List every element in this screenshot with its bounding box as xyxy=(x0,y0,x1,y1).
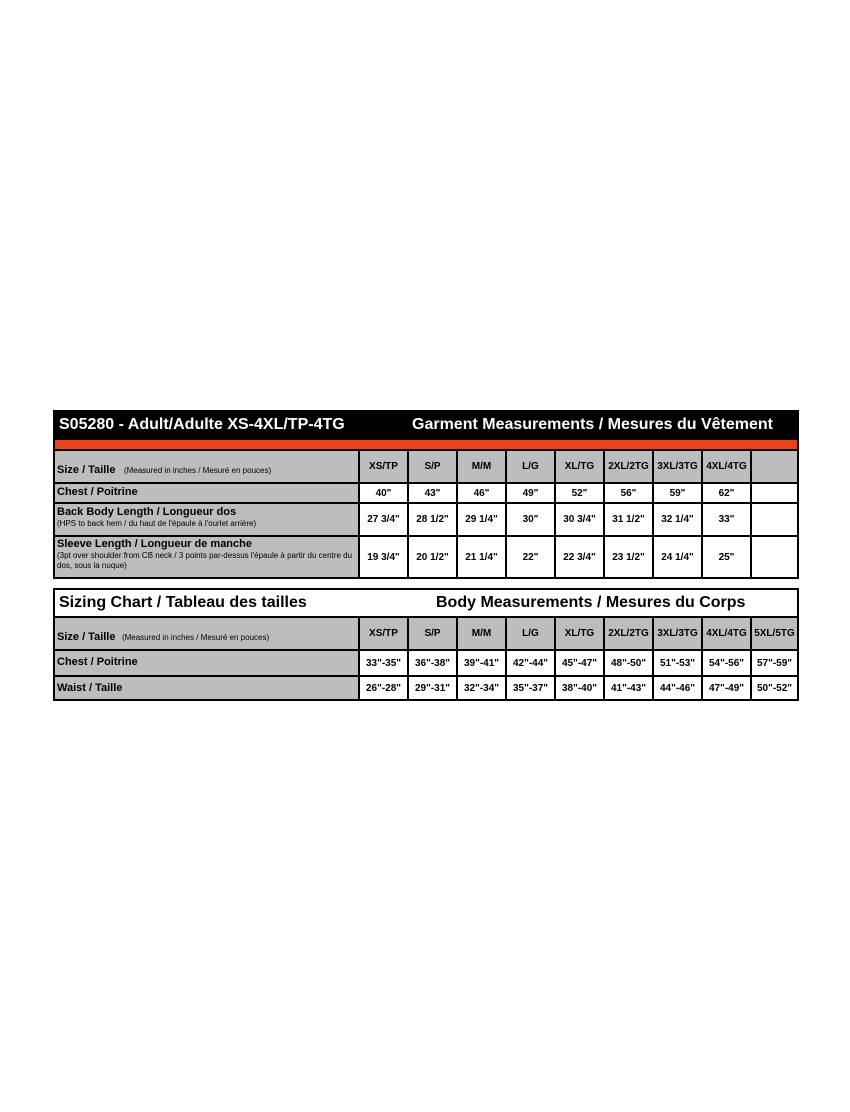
row-label: Waist / Taille xyxy=(57,682,123,694)
value-cell: 41"-43" xyxy=(605,677,654,699)
value-cell: 33" xyxy=(703,504,752,535)
size-header: 3XL/3TG xyxy=(654,618,703,649)
value-cell: 36"-38" xyxy=(409,651,458,675)
value-cell-empty xyxy=(752,537,797,577)
body-header-row xyxy=(55,616,797,649)
size-header: S/P xyxy=(409,618,458,649)
value-cell: 30 3/4" xyxy=(556,504,605,535)
value-cell: 48"-50" xyxy=(605,651,654,675)
row-label-cell xyxy=(55,484,360,502)
size-header: 5XL/5TG xyxy=(752,618,797,649)
value-cell: 62" xyxy=(703,484,752,502)
size-header: XS/TP xyxy=(360,451,409,482)
value-cell: 29 1/4" xyxy=(458,504,507,535)
value-cell: 54"-56" xyxy=(703,651,752,675)
size-header: XL/TG xyxy=(556,451,605,482)
value-cell: 33"-35" xyxy=(360,651,409,675)
size-header: M/M xyxy=(458,451,507,482)
value-cell: 45"-47" xyxy=(556,651,605,675)
header-label-cell xyxy=(55,451,360,482)
value-cell: 22 3/4" xyxy=(556,537,605,577)
chest-row xyxy=(55,482,797,502)
header-label: Size / Taille xyxy=(57,631,116,643)
value-cell: 31 1/2" xyxy=(605,504,654,535)
value-cell: 24 1/4" xyxy=(654,537,703,577)
size-header: S/P xyxy=(409,451,458,482)
size-header: XS/TP xyxy=(360,618,409,649)
size-header: L/G xyxy=(507,618,556,649)
value-cell: 28 1/2" xyxy=(409,504,458,535)
size-header: L/G xyxy=(507,451,556,482)
row-label-cell xyxy=(55,677,360,699)
accent-stripe xyxy=(55,440,797,449)
body-waist-row xyxy=(55,675,797,699)
header-note: (Measured in inches / Mesuré en pouces) xyxy=(121,633,270,642)
value-cell: 51"-53" xyxy=(654,651,703,675)
size-header: 3XL/3TG xyxy=(654,451,703,482)
size-header: 2XL/2TG xyxy=(605,618,654,649)
row-label: Chest / Poitrine xyxy=(57,486,138,498)
size-header: XL/TG xyxy=(556,618,605,649)
value-cell: 50"-52" xyxy=(756,682,793,694)
row-sublabel: (HPS to back hem / du haut de l'épaule à l'ourlet arrière) xyxy=(57,519,257,528)
header-note: (Measured in inches / Mesuré en pouces) xyxy=(123,466,272,475)
value-cell: 40" xyxy=(360,484,409,502)
value-cell: 52" xyxy=(556,484,605,502)
value-cell: 44"-46" xyxy=(654,677,703,699)
value-cell: 25" xyxy=(703,537,752,577)
value-cell: 43" xyxy=(409,484,458,502)
value-cell: 56" xyxy=(605,484,654,502)
value-cell: 39"-41" xyxy=(458,651,507,675)
value-cell: 42"-44" xyxy=(507,651,556,675)
body-table-subtitle: Body Measurements / Mesures du Corps xyxy=(436,594,746,611)
value-cell: 32 1/4" xyxy=(654,504,703,535)
body-chest-row xyxy=(55,649,797,675)
value-cell: 35"-37" xyxy=(507,677,556,699)
value-cell: 38"-40" xyxy=(556,677,605,699)
value-cell: 46" xyxy=(458,484,507,502)
value-cell: 23 1/2" xyxy=(605,537,654,577)
size-header: 4XL/4TG xyxy=(703,451,752,482)
garment-table-subtitle: Garment Measurements / Mesures du Vêtement xyxy=(412,416,774,433)
value-cell: 27 3/4" xyxy=(360,504,409,535)
value-cell: 57"-59" xyxy=(756,657,793,669)
row-sublabel: (3pt over shoulder from CB neck / 3 points par-dessus l'épaule à partir du centre du dos, sous la nuque) xyxy=(57,551,353,570)
row-label: Sleeve Length / Longueur de manche xyxy=(57,538,252,550)
size-header: 2XL/2TG xyxy=(605,451,654,482)
body-measurements-table xyxy=(53,588,799,701)
row-label: Back Body Length / Longueur dos xyxy=(57,506,237,518)
body-title-bar xyxy=(55,590,797,616)
size-header: M/M xyxy=(458,618,507,649)
body-table-title: Sizing Chart / Tableau des tailles xyxy=(59,594,307,611)
value-cell: 20 1/2" xyxy=(409,537,458,577)
value-cell: 19 3/4" xyxy=(360,537,409,577)
value-cell-empty xyxy=(752,504,797,535)
garment-title-bar xyxy=(55,412,797,440)
size-header-empty xyxy=(752,451,797,482)
back-length-row xyxy=(55,502,797,535)
row-label-cell xyxy=(55,651,360,675)
value-cell: 30" xyxy=(507,504,556,535)
row-label-cell xyxy=(55,537,360,577)
value-cell: 59" xyxy=(654,484,703,502)
garment-measurements-table xyxy=(53,410,799,579)
value-cell: 49" xyxy=(507,484,556,502)
size-header: 4XL/4TG xyxy=(703,618,752,649)
value-cell: 22" xyxy=(507,537,556,577)
value-cell: 32"-34" xyxy=(458,677,507,699)
value-cell: 26"-28" xyxy=(360,677,409,699)
value-cell: 21 1/4" xyxy=(458,537,507,577)
garment-header-row xyxy=(55,449,797,482)
value-cell: 47"-49" xyxy=(703,677,752,699)
row-label: Chest / Poitrine xyxy=(57,656,138,668)
value-cell-empty xyxy=(752,484,797,502)
garment-table-title: S05280 - Adult/Adulte XS-4XL/TP-4TG xyxy=(59,416,345,433)
header-label: Size / Taille xyxy=(57,464,116,476)
header-label-cell xyxy=(55,618,360,649)
value-cell: 29"-31" xyxy=(409,677,458,699)
sleeve-length-row xyxy=(55,535,797,577)
row-label-cell xyxy=(55,504,360,535)
